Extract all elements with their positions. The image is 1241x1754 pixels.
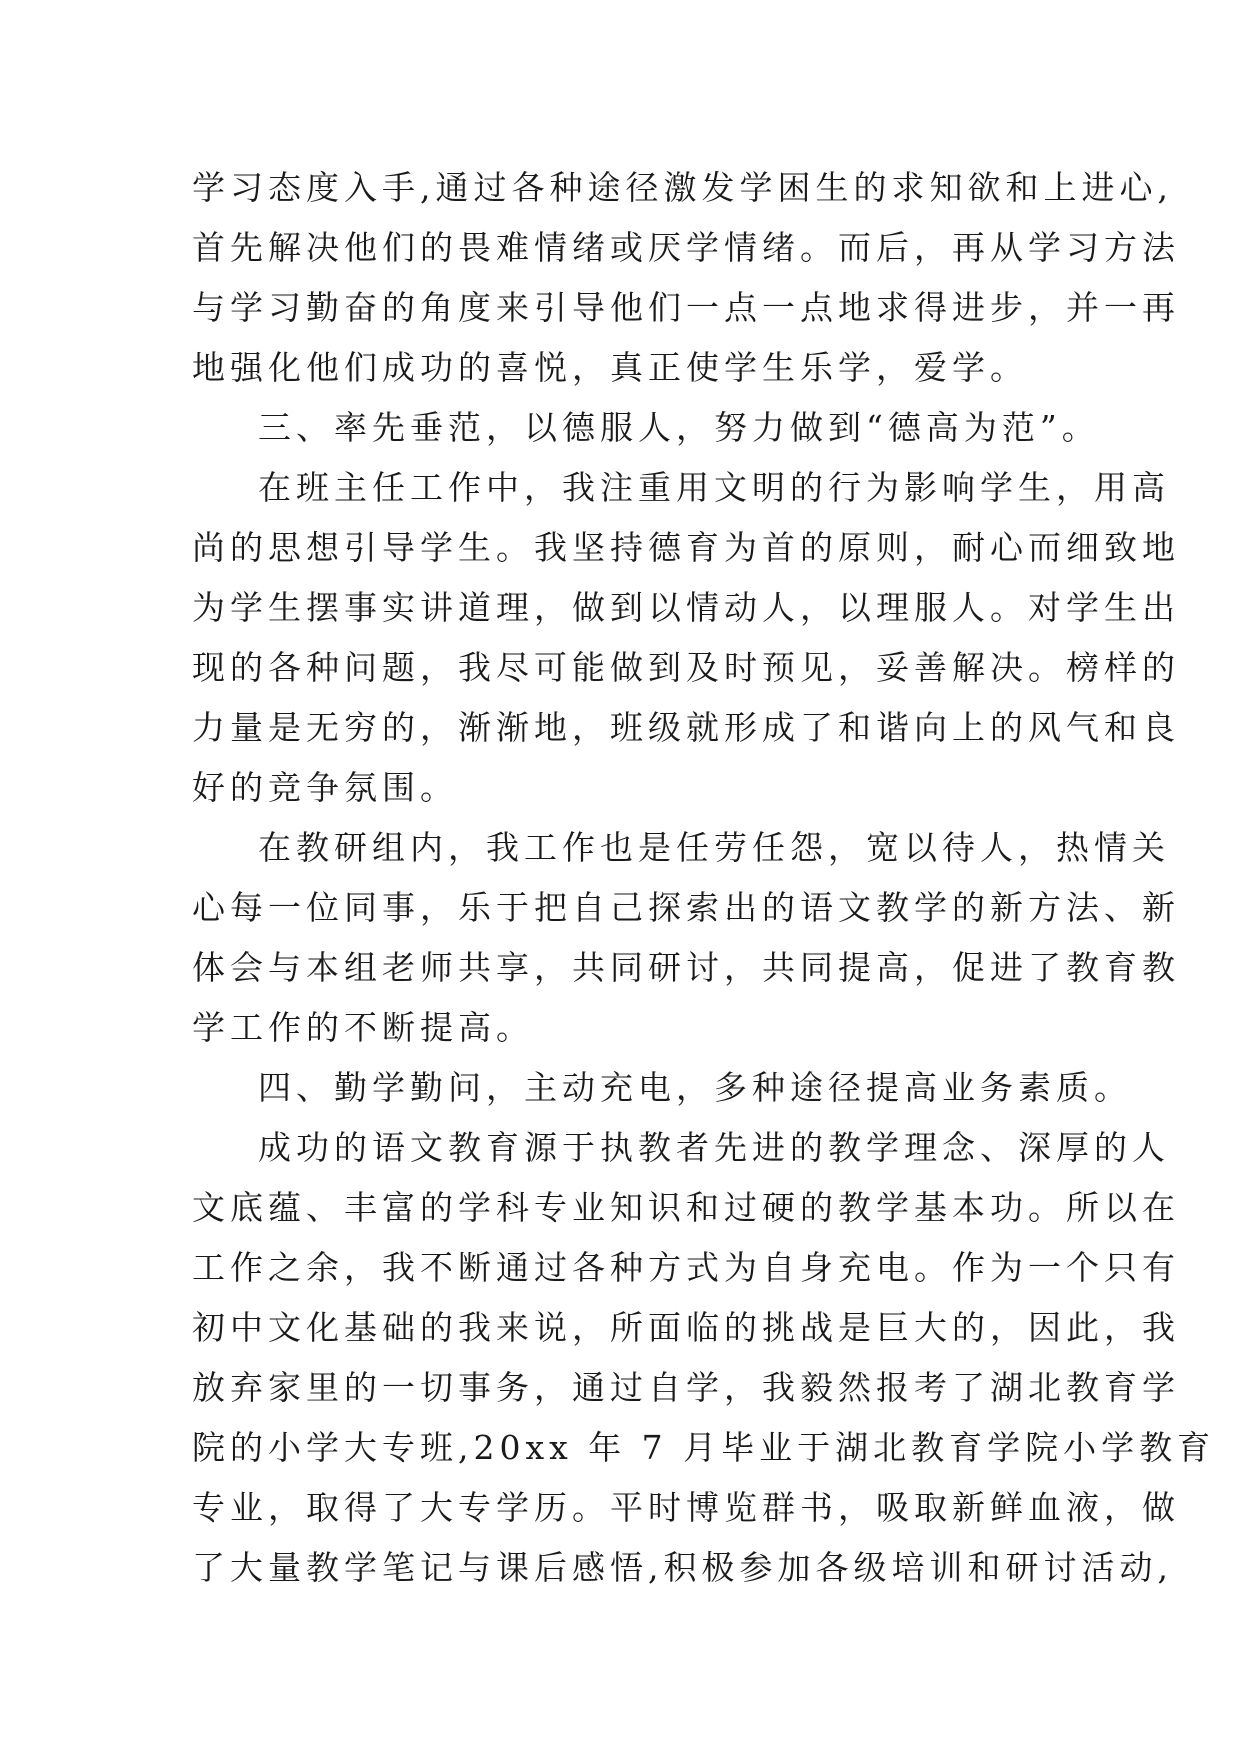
text-line: 为学生摆事实讲道理，做到以情动人，以理服人。对学生出 xyxy=(192,588,1180,627)
paragraph-start-line: 在教研组内，我工作也是任劳任怨，宽以待人，热情关 xyxy=(258,828,1170,867)
text-line: 尚的思想引导学生。我坚持德育为首的原则，耐心而细致地 xyxy=(192,528,1180,567)
text-line: 初中文化基础的我来说，所面临的挑战是巨大的，因此，我 xyxy=(192,1308,1180,1347)
text-line: 地强化他们成功的喜悦，真正使学生乐学，爱学。 xyxy=(192,348,1028,387)
text-line: 学工作的不断提高。 xyxy=(192,1008,534,1047)
text-line: 力量是无穷的，渐渐地，班级就形成了和谐向上的风气和良 xyxy=(192,708,1180,747)
section-heading: 四、勤学勤问，主动充电，多种途径提高业务素质。 xyxy=(258,1068,1132,1107)
text-line: 院的小学大专班,20xx 年 7 月毕业于湖北教育学院小学教育 xyxy=(192,1428,1216,1467)
section-heading: 三、率先垂范，以德服人，努力做到“德高为范”。 xyxy=(258,408,1100,447)
text-line: 学习态度入手,通过各种途径激发学困生的求知欲和上进心, xyxy=(192,168,1173,207)
text-line: 体会与本组老师共享，共同研讨，共同提高，促进了教育教 xyxy=(192,948,1180,987)
text-line: 工作之余，我不断通过各种方式为自身充电。作为一个只有 xyxy=(192,1248,1180,1287)
text-line: 心每一位同事，乐于把自己探索出的语文教学的新方法、新 xyxy=(192,888,1180,927)
text-line: 好的竞争氛围。 xyxy=(192,768,458,807)
text-line: 专业，取得了大专学历。平时博览群书，吸取新鲜血液，做 xyxy=(192,1488,1180,1527)
text-line: 现的各种问题，我尽可能做到及时预见，妥善解决。榜样的 xyxy=(192,648,1180,687)
text-line: 放弃家里的一切事务，通过自学，我毅然报考了湖北教育学 xyxy=(192,1368,1180,1407)
document-body xyxy=(192,158,1216,1598)
text-line: 文底蕴、丰富的学科专业知识和过硬的教学基本功。所以在 xyxy=(192,1188,1180,1227)
paragraph-start-line: 在班主任工作中，我注重用文明的行为影响学生，用高 xyxy=(258,468,1170,507)
text-line: 与学习勤奋的角度来引导他们一点一点地求得进步，并一再 xyxy=(192,288,1180,327)
text-line: 了大量教学笔记与课后感悟,积极参加各级培训和研讨活动, xyxy=(192,1548,1173,1587)
text-line: 首先解决他们的畏难情绪或厌学情绪。而后，再从学习方法 xyxy=(192,228,1180,267)
paragraph-start-line: 成功的语文教育源于执教者先进的教学理念、深厚的人 xyxy=(258,1128,1170,1167)
